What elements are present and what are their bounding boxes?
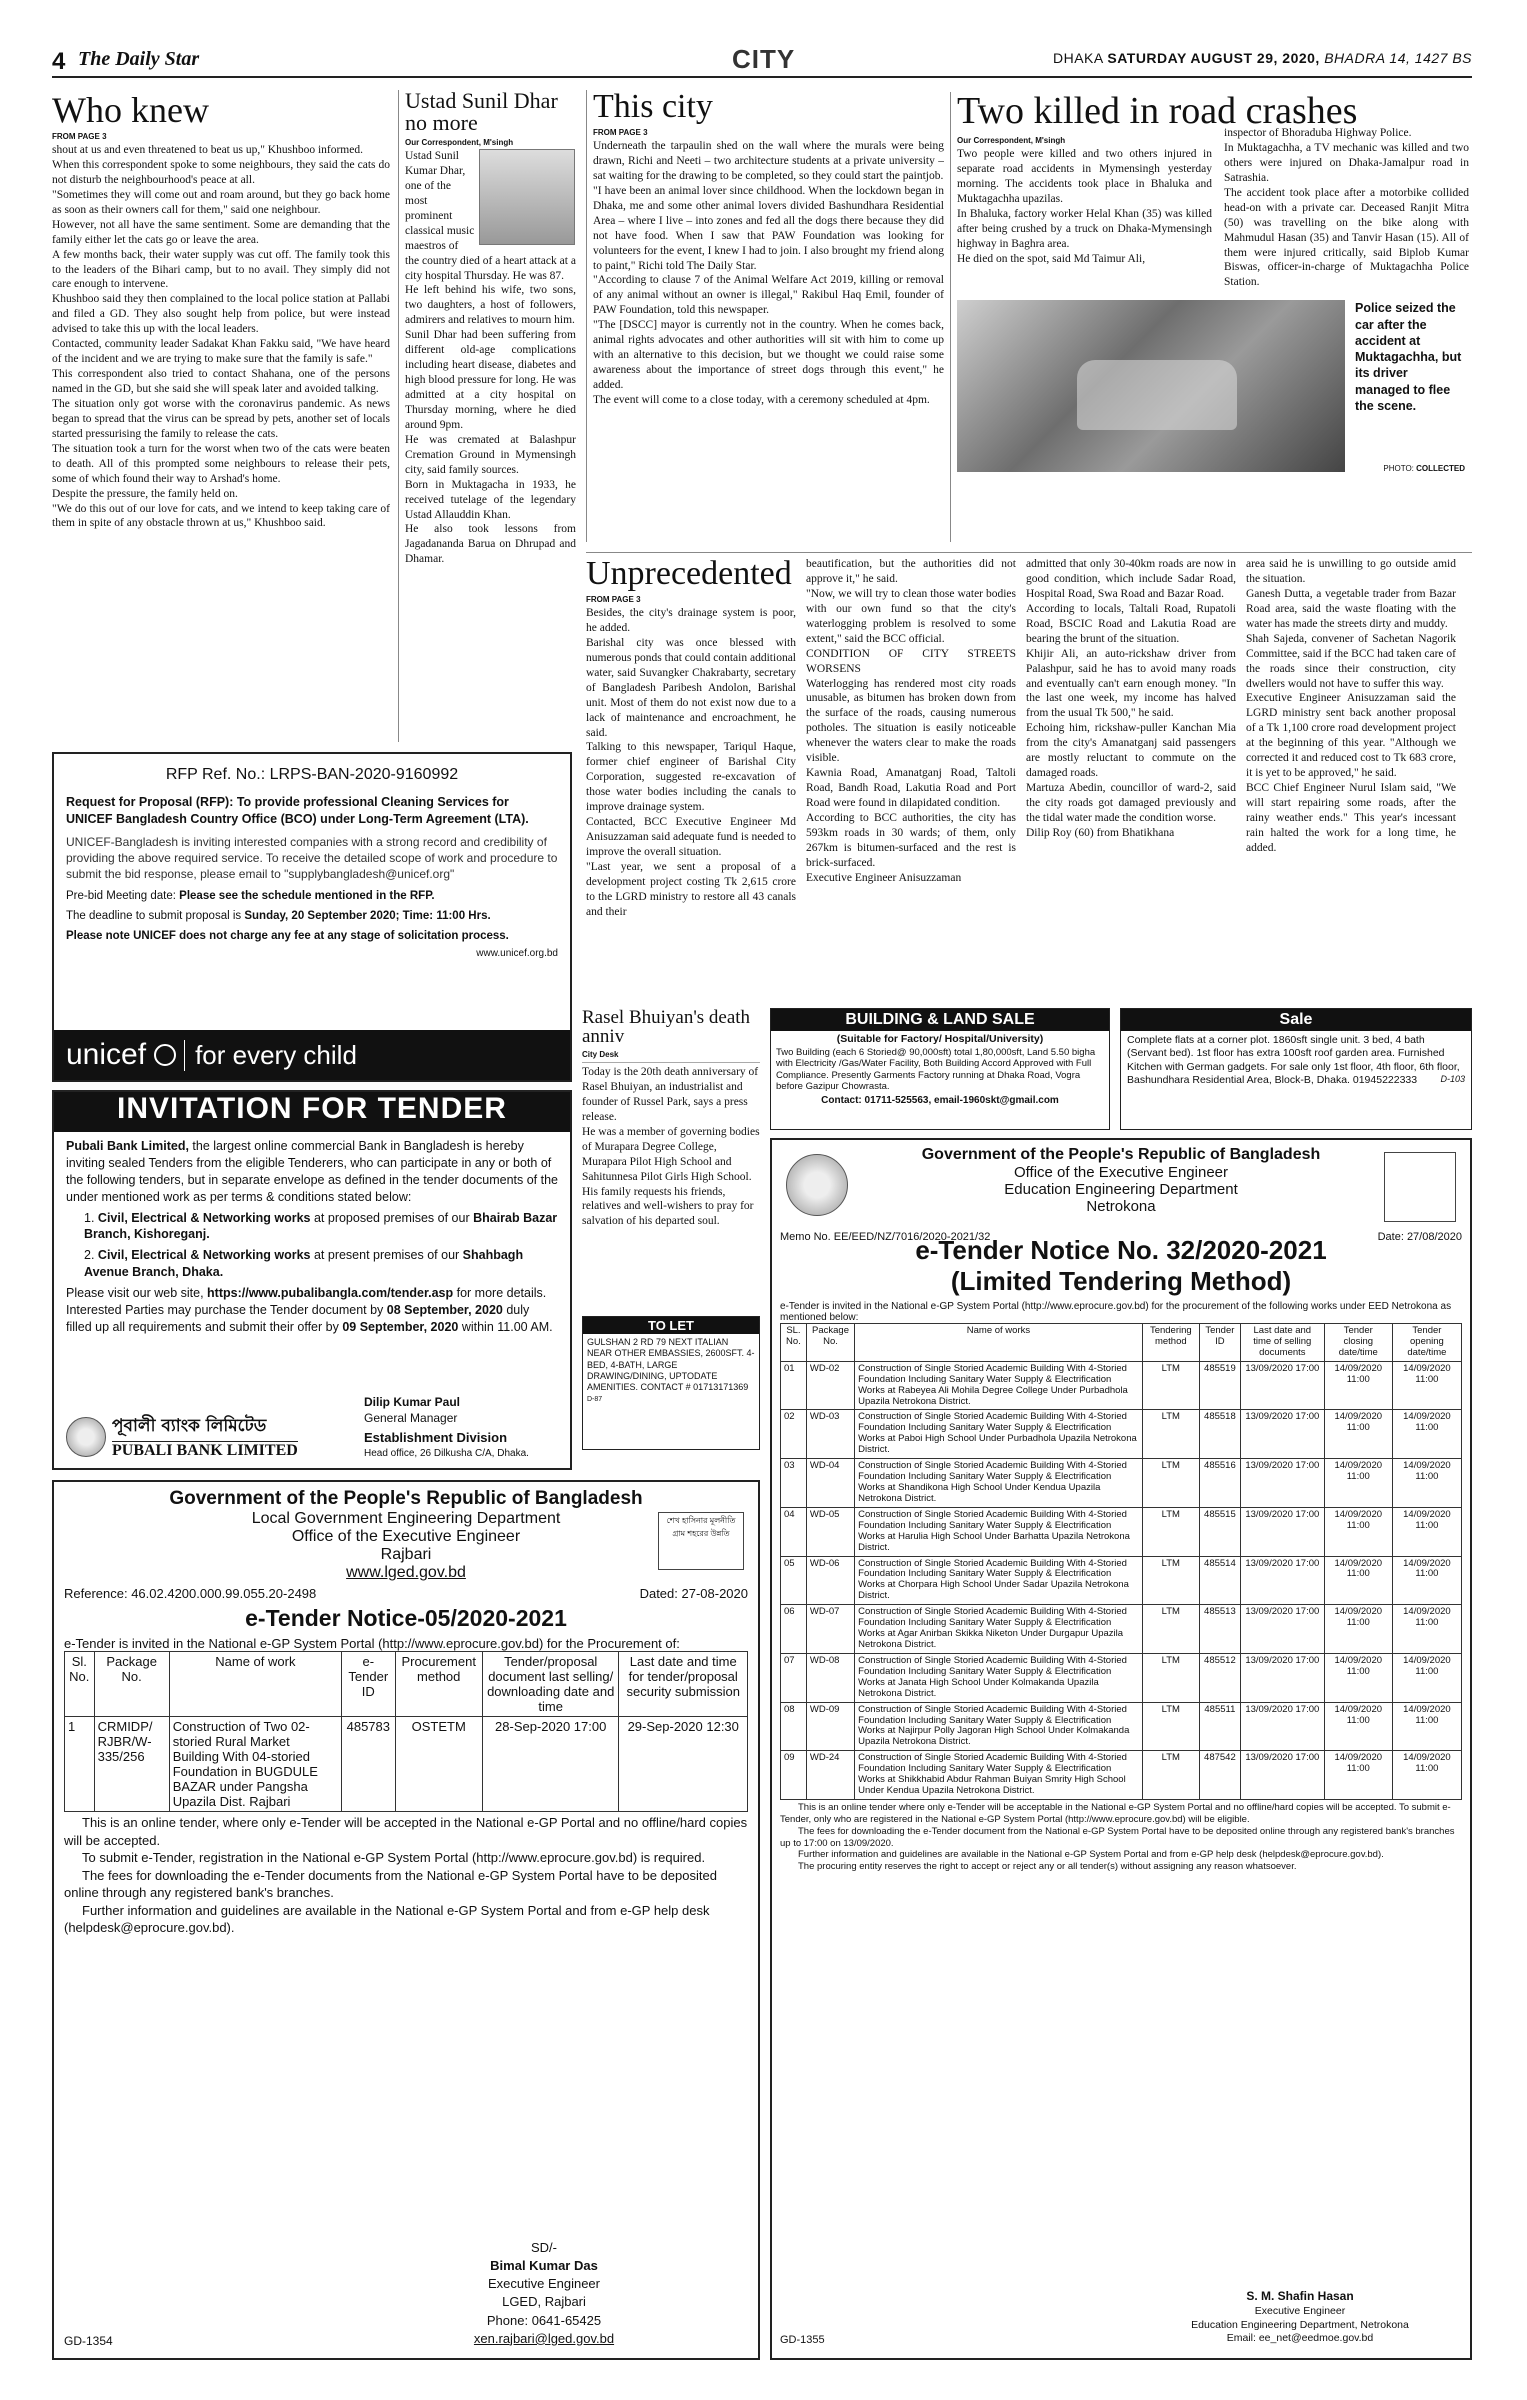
building-sale-ad [770,1008,1110,1130]
table-cell: LTM [1142,1702,1199,1751]
table-cell: 13/09/2020 17:00 [1240,1653,1324,1702]
table-cell: 05 [781,1556,807,1605]
lged-place: Rajbari [380,1546,432,1563]
eed-memo: Memo No. EE/EED/NZ/7016/2020-2021/32 [780,1231,991,1243]
bank-name-en: PUBALI BANK LIMITED [112,1442,298,1459]
table-cell: 13/09/2020 17:00 [1240,1410,1324,1459]
eed-office: Office of the Executive Engineer [1013,1164,1228,1181]
eed-tender-ad [770,1138,1472,2360]
column-header: Sl. No. [65,1652,95,1717]
table-cell: WD-24 [806,1751,854,1800]
eed-notice-title: e-Tender Notice No. 32/2020-2021 [915,1235,1327,1265]
table-cell: 13/09/2020 17:00 [1240,1751,1324,1800]
table-cell: 14/09/2020 11:00 [1392,1605,1461,1654]
lged-dated: Dated: 27-08-2020 [639,1586,748,1601]
headline: Rasel Bhuiyan's death anniv [582,1008,751,1047]
lged-office: Office of the Executive Engineer [291,1528,521,1545]
table-cell: LTM [1142,1459,1199,1508]
to-let-ad [582,1316,760,1450]
byline: City Desk [582,1050,760,1063]
rfp-heading: Request for Proposal (RFP): To provide professional Cleaning Services for UNICEF Bangladesh Country Office (BCO) under Long-Term Agreement (LTA). [66,795,529,826]
prebid-meeting: Pre-bid Meeting date: Please see the schedule mentioned in the RFP. [66,890,435,903]
eed-place: Netrokona [1086,1198,1156,1215]
lged-website[interactable]: www.lged.gov.bd [346,1564,466,1581]
table-cell: 13/09/2020 17:00 [1240,1507,1324,1556]
headline: Two killed in road crashes [957,92,1358,132]
note-line: This is an online tender where only e-Tender will be acceptable in the National e-GP System Portal and no offline/hard copies will be accepted. To submit e-Tender, only who are registered in the National e-GP System Portal (http://www.eprocure.gov.bd) will be eligible. [780,1801,1451,1825]
table-cell: 03 [781,1459,807,1508]
pubali-logo-block [66,1413,298,1460]
article-body-col2: inspector of Bhoraduba Highway Police. In Muktagachha, a TV mechanic was killed and two others were injured on Dhaka-Jamalpur road in Satrashia. The accident took place after a motorbike collided head-on with a private car. Deceased Ranjit Mitra (50) was travelling on the bike along with Mahmudul Hasan (35) and Tanvir Hasan (15). All of them were injured critically, said Biplob Kumar Biswas, officer-in-charge of Muktagachha Police Station. [1224,127,1469,289]
table-cell: LTM [1142,1653,1199,1702]
table-cell: WD-08 [806,1653,854,1702]
table-cell: WD-06 [806,1556,854,1605]
lged-signatory: SD/- Bimal Kumar Das Executive Engineer LGED, Rajbari Phone: 0641-65425 xen.rajbari@lged.gov.bd [473,2239,615,2346]
table-cell: WD-04 [806,1459,854,1508]
table-cell: Construction of Single Storied Academic Building With 4-Storied Foundation Including Sanitary Water Supply & Electrification Works at Shandikona High School Under Kendua Upazila Netrokona District. [855,1459,1143,1508]
table-cell: LTM [1142,1751,1199,1800]
table-cell: WD-09 [806,1702,854,1751]
note-line: The procuring entity reserves the right to accept or reject any or all tender(s) without assigning any reason whatsoever. [798,1861,1297,1873]
article-body: the country died of a heart attack at a city hospital Thursday. He was 87. He left behind his wife, two sons, two daughters, a host of followers, admirers and relatives to mourn him. Sunil Dhar had been suffering from different old-age complications including heart disease, diabetes and high blood pressure for long. He was admitted at a city hospital on Thursday morning, where he died around 9pm. He was cremated at Balashpur Cremation Ground in Mymensingh city, said family sources. Born in Muktagacha in 1933, he received tutelage of the legendary Ustad Allauddin Khan. He also took lessons from Jagadananda Barua on Dhrupad and Dhamar. [405,254,576,566]
table-cell: 14/09/2020 11:00 [1324,1751,1392,1800]
table-cell: WD-02 [806,1361,854,1410]
table-cell: 14/09/2020 11:00 [1324,1410,1392,1459]
eed-date: Date: 27/08/2020 [1377,1231,1462,1243]
table-cell: 14/09/2020 11:00 [1392,1556,1461,1605]
article-body-col3: admitted that only 30-40km roads are now in good condition, which include Sadar Road, Hospital Road, Swa Road and Bazar Road. According to locals, Taltali Road, Rupatoli Road, BSCIC Road and Lakutia Road are bearing the brunt of the situation. Khijir Ali, an auto-rickshaw driver from Palashpur, said he has to avoid many roads and eventually can't earn enough money. "In the last one week, my income has halved from the usual Tk 500," he said. Echoing him, rickshaw-puller Kanchan Mia from the city's Amanatganj said passengers are mostly reluctant to commute on the damaged roads. Martuza Abedin, councillor of ward-2, said the city roads got damaged previously and the tidal water made the condition worse. Dilip Roy (60) from Bhatikhana [1026,558,1236,839]
table-row [781,1507,1462,1556]
eed-signatory: S. M. Shafin Hasan Executive Engineer Education Engineering Department, Netrokona Email: ee_net@eedmoe.gov.bd [1191,2289,1409,2345]
photo-caption: Police seized the car after the accident at Muktagachha, but its driver managed to flee the scene. [1355,301,1462,413]
table-cell: LTM [1142,1361,1199,1410]
headline: This city [593,90,713,125]
tender-item-1: 1. Civil, Electrical & Networking works at proposed premises of our Bhairab Bazar Branch, Kishoreganj. [84,1210,558,1242]
headline: Ustad Sunil Dhar no more [405,90,558,135]
column-header: SL. No. [781,1324,807,1362]
building-sale-body: Two Building (each 6 Storied@ 90,000sft) total 1,80,000sft, Land 5.50 bigha with Electricity /Gas/Water Facility, Both Building Accord Approved with Full Compliance. Presently Garments Factory running at Dhaka Road, Vogra before Gazipur Chowrasta. [776,1047,1096,1093]
note-line: Further information and guidelines are available in the National e-GP System Portal and from e-GP help desk (helpdesk@eprocure.gov.bd). [64,1902,710,1936]
table-cell: 14/09/2020 11:00 [1392,1507,1461,1556]
article-body: Today is the 20th death anniversary of Rasel Bhuiyan, an industrialist and founder of Russel Park, says a press release. He was a member of governing bodies of Murapara Degree College, Murapara Pilot High School and Sahitunnesa Pilot Girls High School. His family requests his friends, relatives and well-wishers to pray for salvation of his departed soul. [582,1066,760,1228]
table-cell: Construction of Single Storied Academic Building With 4-Storied Foundation Including Sanitary Water Supply & Electrification Works at Shikkhabid Abdur Rahman Buiyan Smrity High School Under Kendua Upazila Netrokona District. [855,1751,1143,1800]
gov-title: Government of the People's Republic of Bangladesh [921,1146,1321,1163]
article-body: shout at us and even threatened to beat us up," Khushboo informed. When this correspondent spoke to some neighbours, they said the cats do not disturb the neighbourhood's peace at all. "Sometimes they will come out and roam around, but they go back home as soon as their owners call for them," said one neighbour. However, not all have the same sentiment. Some are demanding that the family either let the cats go or leave the area. A few months back, their water supply was cut off. The family took this to the leaders of the Bihari camp, but to no avail. They simply did not care enough to intervene. Khushboo said they then complained to the local police station at Pallabi and filed a GD. They also sought help from police, but were instead advised to take this up with the local leaders. Contacted, community leader Sadakat Khan Fakku said, "We have heard of the incident and we are trying to make sure that the family is safe." This correspondent also tried to contact Shahana, one of the persons named in the GD, but she said she will speak later and avoided talking. The situation only got worse with the coronavirus pandemic. As news began to spread that the virus can be spread by pets, another set of locals started pressurising the family to release the cats. The situation took a turn for the worst when two of the cats were beaten to death. All of this prompted some neighbours to release their pets, some of which found their way to Arshad's home. Despite the pressure, the family held on. "We do this out of our love for cats, and we intend to keep taking care of them in spite of any obstacle thrown at us," Khushboo said. [52,144,390,530]
table-cell: 485513 [1199,1605,1240,1654]
table-cell: 14/09/2020 11:00 [1392,1459,1461,1508]
table-cell: 14/09/2020 11:00 [1392,1410,1461,1459]
rfp-body: UNICEF-Bangladesh is inviting interested companies with a strong record and credibility of providing the above required service. To receive the detailed scope of work and procedure to submit the bid response, please email to "supplybangladesh@unicef.org" [66,834,558,882]
building-sale-contact: Contact: 01711-525563, email-1960skt@gmail.com [821,1094,1059,1106]
article-body-col4: area said he is unwilling to go outside amid the situation. Ganesh Dutta, a vegetable trader from Bazar Road area, said the waste floating with the water has made the streets dirty and muddy. Shah Sajeda, convener of Sachetan Nagorik Committee, said if the BCC had taken care of the roads since their construction, city dwellers would not have to suffer this way. Executive Engineer Anisuzzaman said the LGRD ministry sent back another proposal of a Tk 1,100 crore road development project at the beginning of this year. "Although we corrected it and reduced cost to Tk 683 crore, it is yet to be approved," he said. BCC Chief Engineer Nurul Islam said, "We will start repairing some roads, after the rainy weather ends." This year's incessant rain halted the work for a long time, he added. [1246,558,1456,854]
lged-intro: e-Tender is invited in the National e-GP System Portal (http://www.eprocure.gov.bd) for the Procurement of: [64,1636,680,1651]
table-cell: Construction of Single Storied Academic Building With 4-Storied Foundation Including Sanitary Water Supply & Electrification Works at Paboi High School Under Purbadhola Upazila Netrokona District. [855,1410,1143,1459]
table-row [781,1751,1462,1800]
table-cell: OSTETM [395,1717,482,1812]
tender-title: INVITATION FOR TENDER [54,1092,570,1132]
portrait-photo [479,149,575,245]
table-cell: 14/09/2020 11:00 [1392,1653,1461,1702]
pubali-url[interactable]: https://www.pubalibangla.com/tender.asp [207,1286,454,1300]
lged-reference: Reference: 46.02.4200.000.99.055.20-2498 [64,1586,317,1601]
article-unprecedented [586,552,1472,1004]
table-cell: Construction of Single Storied Academic Building With 4-Storied Foundation Including Sanitary Water Supply & Electrification Works at Janata High School Under Kolmakanda Upazila Netrokona District. [855,1653,1143,1702]
lged-tender-ad [52,1480,760,2360]
table-cell: 02 [781,1410,807,1459]
column-header: Name of works [855,1324,1143,1362]
column-header: Package No. [806,1324,854,1362]
building-sale-sub: (Suitable for Factory/ Hospital/University) [836,1033,1044,1045]
table-cell: 29-Sep-2020 12:30 [619,1717,748,1812]
byline: Our Correspondent, M'singh [957,136,1066,145]
column-header: Tender ID [1199,1324,1240,1362]
table-cell: Construction of Two 02-storied Rural Market Building With 04-storied Foundation in BUGDULE BAZAR under Pangsha Upazila Dist. Rajbari [169,1717,341,1812]
dateline: DHAKA SATURDAY AUGUST 29, 2020, BHADRA 14, 1427 BS [1053,50,1472,66]
column-header: Last date and time of selling documents [1240,1324,1324,1362]
column-header: Last date and time for tender/proposal security submission [619,1652,748,1717]
table-cell: 485518 [1199,1410,1240,1459]
gov-title: Government of the People's Republic of Bangladesh [169,1488,643,1509]
column-header: Procurement method [395,1652,482,1717]
table-cell: 08 [781,1702,807,1751]
table-cell: 14/09/2020 11:00 [1392,1751,1461,1800]
pubali-tender-ad [52,1090,572,1470]
table-cell: 14/09/2020 11:00 [1324,1459,1392,1508]
unicef-url: www.unicef.org.bd [476,948,558,960]
mujib-logo: শেখ হাসিনার মূলনীতি গ্রাম শহরের উন্নতি [658,1512,744,1570]
table-cell: LTM [1142,1410,1199,1459]
table-row [781,1702,1462,1751]
tender-item-2: 2. Civil, Electrical & Networking works at present premises of our Shahbagh Avenue Branch, Dhaka. [84,1248,524,1280]
gov-emblem-icon [786,1154,848,1216]
table-cell: LTM [1142,1605,1199,1654]
section-title: CITY [732,44,796,74]
table-row [65,1717,748,1812]
table-row [781,1410,1462,1459]
note-line: The fees for downloading the e-Tender document from the National e-GP System Portal have to be deposited online through any registered bank's branches up to 17:00 on 13/09/2020. [780,1825,1455,1849]
globe-icon [154,1044,176,1066]
column-header: Tender closing date/time [1324,1324,1392,1362]
article-body-col1: Besides, the city's drainage system is poor, he added. Barishal city was once blessed with numerous ponds that could contain additional water, said Suvangker Chakrabarty, secretary of Bangladesh Paribesh Andolon, Barishal unit. Most of them do not exist now due to a lack of maintenance and encroachment, he said. Talking to this newspaper, Tariqul Haque, former chief engineer of Barishal City Corporation, suggested re-excavation of those water bodies including the canals to improve drainage system. Contacted, BCC Executive Engineer Md Anisuzzaman said adequate fund is needed to improve the overall situation. "Last year, we sent a proposal of a development project costing Tk 2,615 crore to the LGRD ministry to restore all 43 canals and their [586,607,796,918]
article-this-city [586,90,944,542]
table-header-row [781,1324,1462,1362]
lged-code: GD-1354 [64,2334,113,2348]
table-cell: Construction of Single Storied Academic Building With 4-Storied Foundation Including Sanitary Water Supply & Electrification Works at Najirpur Polly Jagoran High School Under Kolmakanda Upazila Netrokona District. [855,1702,1143,1751]
article-lead: Ustad Sunil Kumar Dhar, one of the most prominent classical music maestros of [405,150,475,252]
car-crash-photo [957,300,1345,472]
eed-notice-subtitle: (Limited Tendering Method) [950,1266,1292,1296]
column-header: Tender/proposal document last selling/ downloading date and time [482,1652,619,1717]
table-header-row [65,1652,748,1717]
headline: Who knew [52,92,209,130]
table-cell: 14/09/2020 11:00 [1324,1653,1392,1702]
table-cell: WD-05 [806,1507,854,1556]
rfp-ref: RFP Ref. No.: LRPS-BAN-2020-9160992 [165,766,459,783]
column-header: Tendering method [1142,1324,1199,1362]
table-cell: Construction of Single Storied Academic Building With 4-Storied Foundation Including Sanitary Water Supply & Electrification Works at Chorpara High School Under Sadar Upazila Netrokona District. [855,1556,1143,1605]
article-rasel-bhuiyan [582,1008,760,1308]
pubali-emblem-icon [66,1417,106,1457]
from-page: FROM PAGE 3 [593,128,648,137]
table-cell: 13/09/2020 17:00 [1240,1702,1324,1751]
table-row [781,1605,1462,1654]
note-line: This is an online tender, where only e-Tender will be accepted in the National e-GP Portal and no offline/hard copies will be accepted. [64,1815,748,1848]
table-row [781,1361,1462,1410]
table-cell: 14/09/2020 11:00 [1324,1702,1392,1751]
table-cell: 14/09/2020 11:00 [1324,1507,1392,1556]
table-cell: CRMIDP/ RJBR/W-335/256 [94,1717,169,1812]
table-cell: 14/09/2020 11:00 [1392,1702,1461,1751]
unicef-rfp-ad [52,752,572,1082]
note-line: To submit e-Tender, registration in the National e-GP System Portal (http://www.eprocure.gov.bd) is required. [82,1850,706,1866]
building-sale-title: BUILDING & LAND SALE [771,1009,1109,1031]
photo-credit: PHOTO: COLLECTED [1383,464,1465,474]
table-cell: 13/09/2020 17:00 [1240,1556,1324,1605]
eed-tender-table [780,1323,1462,1800]
sale-body: Complete flats at a corner plot. 1860sft single unit. 3 bed, 4 bath (Servant bed). 1st floor has extra 100sft roof garden area. Furnished Kitchen with German gadgets. For sale only 1st floor, 4th floor, 6th floor, Bashundhara Residential Area, Block-B, Dhaka. 01945222333 D-103 [1127,1034,1465,1087]
table-cell: 14/09/2020 11:00 [1392,1361,1461,1410]
sale-title: Sale [1121,1009,1471,1031]
column-header: Tender opening date/time [1392,1324,1461,1362]
mujib-logo [1384,1152,1456,1222]
table-cell: 485511 [1199,1702,1240,1751]
article-road-crashes [950,92,1472,542]
article-body-col2: beautification, but the authorities did not approve it," he said. "Now, we will try to clean those water bodies with our own fund so that the city's waterlogging problem is resolved to some extent," said the BCC official. CONDITION OF CITY STREETS WORSENS Waterlogging has rendered most city roads unusable, as bitumen has broken down from the surface of the roads, causing numerous potholes. The situation is easily noticeable whenever the waters clear to make the roads visible. Kawnia Road, Amanatganj Road, Taltoli Road, Bandh Road, Lakutia Road and Port Road were found in dilapidated condition. According to BCC authorities, the city has 593km roads in 30 wards; of them, only 267km is bitumen-surfaced and the rest is brick-surfaced. Executive Engineer Anisuzzaman [806,558,1016,884]
note-line: The fees for downloading the e-Tender documents from the National e-GP System Portal have to be deposited online through any registered bank's branches. [64,1867,717,1901]
lged-notice-title: e-Tender Notice-05/2020-2021 [245,1605,567,1631]
table-cell: 28-Sep-2020 17:00 [482,1717,619,1812]
table-row [781,1556,1462,1605]
bank-name-bn: পূবালী ব্যাংক লিমিটেড [112,1416,267,1436]
table-cell: 14/09/2020 11:00 [1324,1361,1392,1410]
eed-notes [780,1802,1462,1873]
column-header: Package No. [94,1652,169,1717]
pubali-signatory: Dilip Kumar Paul General Manager Establishment Division Head office, 26 Dilkusha C/A, Dhaka. [364,1394,529,1459]
lged-tender-table [64,1651,748,1812]
unicef-tagline: for every child [184,1040,357,1071]
no-charge-note: Please note UNICEF does not charge any fee at any stage of solicitation process. [66,930,509,943]
lged-dept: Local Government Engineering Department [251,1510,561,1527]
table-cell: 04 [781,1507,807,1556]
masthead [52,40,1472,78]
unicef-banner [54,1030,570,1080]
column-header: Name of work [169,1652,341,1717]
to-let-title: TO LET [583,1317,759,1334]
table-cell: 13/09/2020 17:00 [1240,1361,1324,1410]
table-cell: 14/09/2020 11:00 [1324,1605,1392,1654]
paper-logo: The Daily Star [78,48,200,70]
eed-dept: Education Engineering Department [1004,1181,1238,1198]
from-page: FROM PAGE 3 [52,132,107,141]
table-cell: Construction of Single Storied Academic Building With 4-Storied Foundation Including Sanitary Water Supply & Electrification Works at Rabeyea Ali Mohila Degree College Under Purbadhola Upazila Netrokona District. [855,1361,1143,1410]
tender-details: Please visit our web site, https://www.pubalibangla.com/tender.asp for more details. Interested Parties may purchase the Tender document by 08 September, 2020 duly filled up all requirements and submit their offer by 09 September, 2020 within 11.00 AM. [66,1286,553,1334]
page-number: 4 [52,48,66,75]
note-line: Further information and guidelines are available in the National e-GP System Portal and from e-GP help desk (helpdesk@eprocure.gov.bd). [798,1849,1384,1861]
table-cell: 487542 [1199,1751,1240,1800]
table-cell: 485514 [1199,1556,1240,1605]
lged-notes [64,1814,748,1937]
article-body-col1: Two people were killed and two others injured in separate road accidents in Mymensingh yesterday morning. The accidents took place in Bhaluka and Muktagachha upazilas. In Bhaluka, factory worker Helal Khan (35) was killed after being crushed by a truck on Dhaka-Mymensingh highway in Baghra area. He died on the spot, said Md Taimur Ali, [957,148,1212,265]
table-cell: Construction of Single Storied Academic Building With 4-Storied Foundation Including Sanitary Water Supply & Electrification Works at Agar Anirban Skikka Niketon Under Durgapur Upazila Netrokona District. [855,1605,1143,1654]
deadline: The deadline to submit proposal is Sunday, 20 September 2020; Time: 11:00 Hrs. [66,910,491,923]
table-cell: 01 [781,1361,807,1410]
eed-intro: e-Tender is invited in the National e-GP System Portal (http://www.eprocure.gov.bd) for the procurement of the following works under EED Netrokona as mentioned below: [780,1301,1452,1323]
table-cell: 06 [781,1605,807,1654]
table-cell: 1 [65,1717,95,1812]
table-cell: WD-07 [806,1605,854,1654]
table-cell: WD-03 [806,1410,854,1459]
table-cell: 485512 [1199,1653,1240,1702]
table-row [781,1459,1462,1508]
table-cell: 14/09/2020 11:00 [1324,1556,1392,1605]
table-cell: LTM [1142,1556,1199,1605]
eed-code: GD-1355 [780,2334,825,2346]
table-cell: 07 [781,1653,807,1702]
table-cell: 13/09/2020 17:00 [1240,1459,1324,1508]
flat-sale-ad [1120,1008,1472,1130]
article-sunil-dhar [398,90,576,742]
table-cell: 485516 [1199,1459,1240,1508]
headline: Unprecedented [586,555,792,592]
table-cell: LTM [1142,1507,1199,1556]
table-cell: 09 [781,1751,807,1800]
table-cell: 485515 [1199,1507,1240,1556]
table-cell: Construction of Single Storied Academic Building With 4-Storied Foundation Including Sanitary Water Supply & Electrification Works at Harulia High School Under Barhatta Upazila Netrokona District. [855,1507,1143,1556]
table-cell: 13/09/2020 17:00 [1240,1605,1324,1654]
article-body: Underneath the tarpaulin shed on the wall where the murals were being drawn, Richi and Neeti – two architecture students at a private university – sat waiting for the drawing to be completed, so they could start the paintjob. "I have been an animal lover since childhood. When the lockdown began in Dhaka, me and some other animal lovers divided Bashundhara Residential Area – where I live – into zones and fed all the dogs there because they did not have food. When I saw that PAW Foundation was looking for volunteers for the event, I knew I had to join. I also brought my friend along to paint," Richi told The Daily Star. "According to clause 7 of the Animal Welfare Act 2019, killing or removal of any animal without an owner is illegal," Rakibul Haq Emil, founder of PAW Foundation, told this newspaper. "The [DSCC] mayor is currently not in the country. When he comes back, animal rights advocates and other authorities will sit with him to come up with an alternative to this decision, but we thought we could raise some awareness about the importance of street dogs through this event," he added. The event will come to a close today, with a ceremony scheduled at 4pm. [593,140,944,406]
tender-intro: Pubali Bank Limited, the largest online commercial Bank in Bangladesh is hereby inviting sealed Tenders from the eligible Tenderers, who can participate in any or both of the following tenders, but in separate envelope as defined in the tender documents of the under mentioned work as per terms & conditions stated below: [66,1139,558,1204]
column-header: e-Tender ID [342,1652,395,1717]
to-let-body: GULSHAN 2 RD 79 NEXT ITALIAN NEAR OTHER EMBASSIES, 2600SFT. 4-BED, 4-BATH, LARGE DRAWING/DINING, UPTODATE AMENITIES. CONTACT # 01713171369 D-87 [587,1337,755,1404]
unicef-logo: unicef [66,1038,147,1071]
from-page: FROM PAGE 3 [586,595,641,604]
byline: Our Correspondent, M'singh [405,138,514,147]
table-cell: 485783 [342,1717,395,1812]
article-who-knew [52,92,390,742]
table-row [781,1653,1462,1702]
table-cell: 485519 [1199,1361,1240,1410]
